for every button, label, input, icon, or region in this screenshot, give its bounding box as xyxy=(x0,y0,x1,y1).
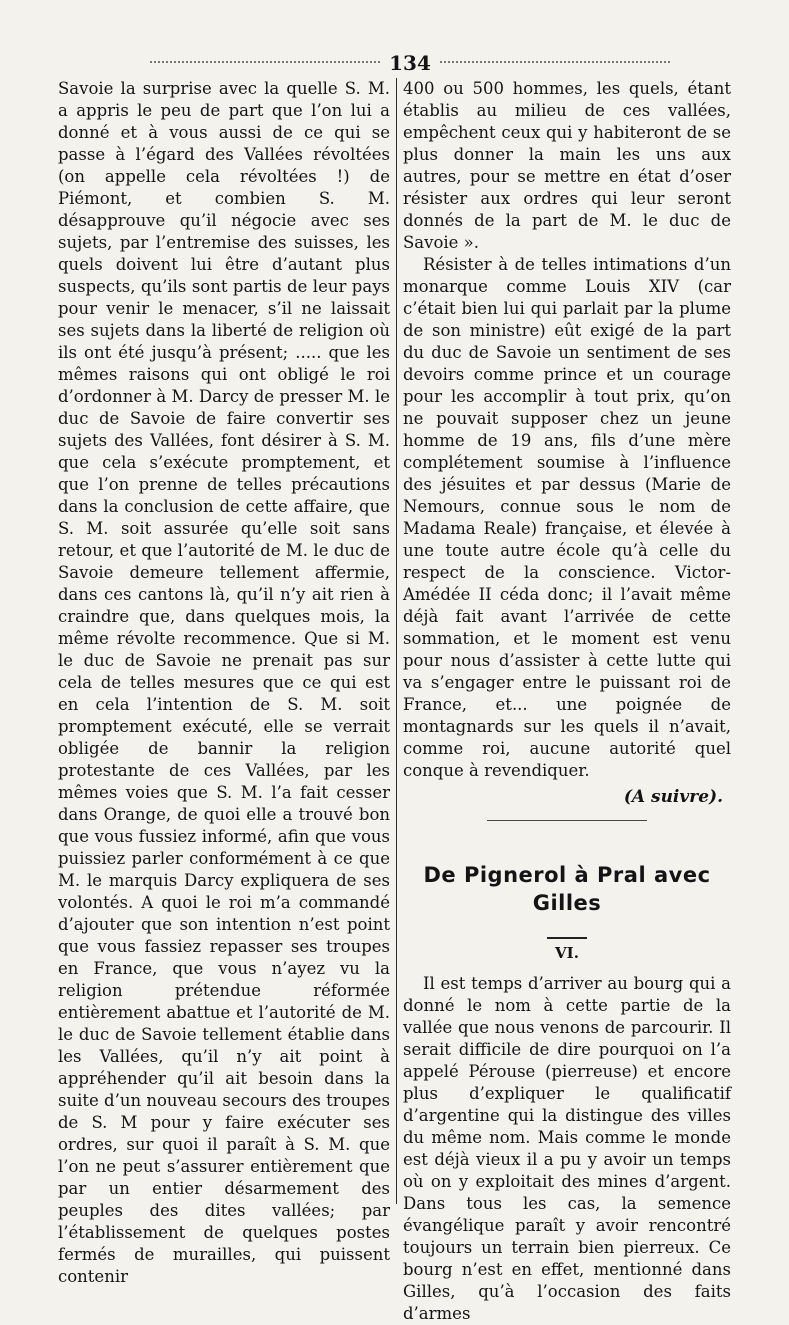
title-rule xyxy=(547,937,587,939)
to-be-continued: (A suivre). xyxy=(623,787,723,807)
page-header xyxy=(150,48,670,78)
right-column-paragraph-3: Il est temps d’arriver au bourg qui a donné le nom à cette partie de la vallée que nous venons de parcourir. Il serait difficile de dire pourquoi on l’a appelé Pérouse (pierreuse) et encore plus d’expliquer le qualificatif d’argentine qui la distingue des villes du même nom. Mais comme le monde est déjà vieux il a pu y avoir un temps où on y exploitait des mines d’argent. Dans tous les cas, la semence évangélique paraît y avoir rencontré toujours un terrain bien pierreux. Ce bourg n’est en effet, mentionné dans Gilles, qu’à l’occasion des faits d’armes xyxy=(403,974,731,1323)
left-column xyxy=(58,78,390,1288)
right-column-paragraph-2: Résister à de telles intimations d’un monarque comme Louis XIV (car c’était bien lui qui parlait par la plume de son ministre) eût exigé de la part du duc de Savoie un sentiment de ses devoirs comme prince et un courage pour les accomplir à tout prix, qu’on ne pouvait supposer chez un jeune homme de 19 ans, fils d’une mère complétement soumise à l’influence des jésuites et par dessus (Marie de Nemours, connue sous le nom de Madama Reale) française, et élevée à une toute autre école qu’à celle du respect de la conscience. Victor-Amédée II céda donc; il l’avait même déjà fait avant l’arrivée de cette sommation, et le moment est venu pour nous d’assister à cette lutte qui va s’engager entre le puissant roi de France, et... une poignée de montagnards sur les quels il n’avait, comme roi, aucune autorité quel conque à revendiquer. xyxy=(403,255,731,780)
column-divider xyxy=(396,78,397,1204)
right-column-paragraph-1: 400 ou 500 hommes, les quels, étant établis au milieu de ces vallées, empêchent ceux qui y habiteront de se plus donner la main les uns aux autres, pour se mettre en état d’oser résister aux ordres qui leur seront donnés de la part de M. le duc de Savoie ». xyxy=(403,79,731,252)
header-ornament-right xyxy=(440,61,670,67)
article-title: De Pignerol à Pral avec Gilles xyxy=(423,863,711,915)
right-column xyxy=(403,78,731,1325)
section-number: VI. xyxy=(555,944,579,962)
left-column-paragraph: Savoie la surprise avec la quelle S. M. a appris le peu de part que l’on lui a donné et à vous aussi de ce qui se passe à l’égard des Vallées révoltées (on appelle cela révoltées !) de Piémont, et combien S. M. désapprouve qu’il négocie avec ses sujets, par l’entremise des suisses, les quels doivent lui être d’autant plus suspects, qu’ils sont partis de leur pays pour venir le menacer, s’il ne laissait ses sujets dans la liberté de religion où ils ont été jusqu’à présent; ..... que les mêmes raisons qui ont obligé le roi d’ordonner à M. Darcy de presser M. le duc de Savoie de faire convertir ses sujets des Vallées, font désirer à S. M. que cela s’exécute promptement, et que l’on prenne de telles précautions dans la conclusion de cette affaire, que S. M. soit assurée qu’elle soit sans retour, et que l’autorité de M. le duc de Savoie demeure tellement affermie, dans ces cantons là, qu’il n’y ait rien à craindre que, dans quelques mois, la même révolte recommence. Que si M. le duc de Savoie ne prenait pas sur cela de telles mesures que ce qui est en cela l’intention de S. M. soit promptement exécuté, elle se verrait obligée de bannir la religion protestante de ces Vallées, par les mêmes voies que S. M. l’a fait cesser dans Orange, de quoi elle a trouvé bon que vous fussiez informé, afin que vous puissiez parler conformément à ce que M. le marquis Darcy expliquera de ses volontés. A quoi le roi m’a commandé d’ajouter que son intention n’est point que vous fassiez repasser ses troupes en France, que vous n’ayez vu la religion prétendue réformée entièrement abattue et l’autorité de M. le duc de Savoie tellement établie dans les Vallées, qu’il n’y ait point à appréhender qu’il ait besoin dans la suite d’un nouveau secours des troupes de S. M pour y faire exécuter ses ordres, sur quoi il paraît à S. M. que l’on ne peut s’assurer entièrement que par un entier désarmement des peuples des dites vallées; par l’établissement de quelques postes fermés de murailles, qui puissent contenir xyxy=(58,79,390,1286)
header-ornament-left xyxy=(150,61,380,67)
section-rule xyxy=(487,820,647,821)
page-number: 134 xyxy=(389,51,431,75)
